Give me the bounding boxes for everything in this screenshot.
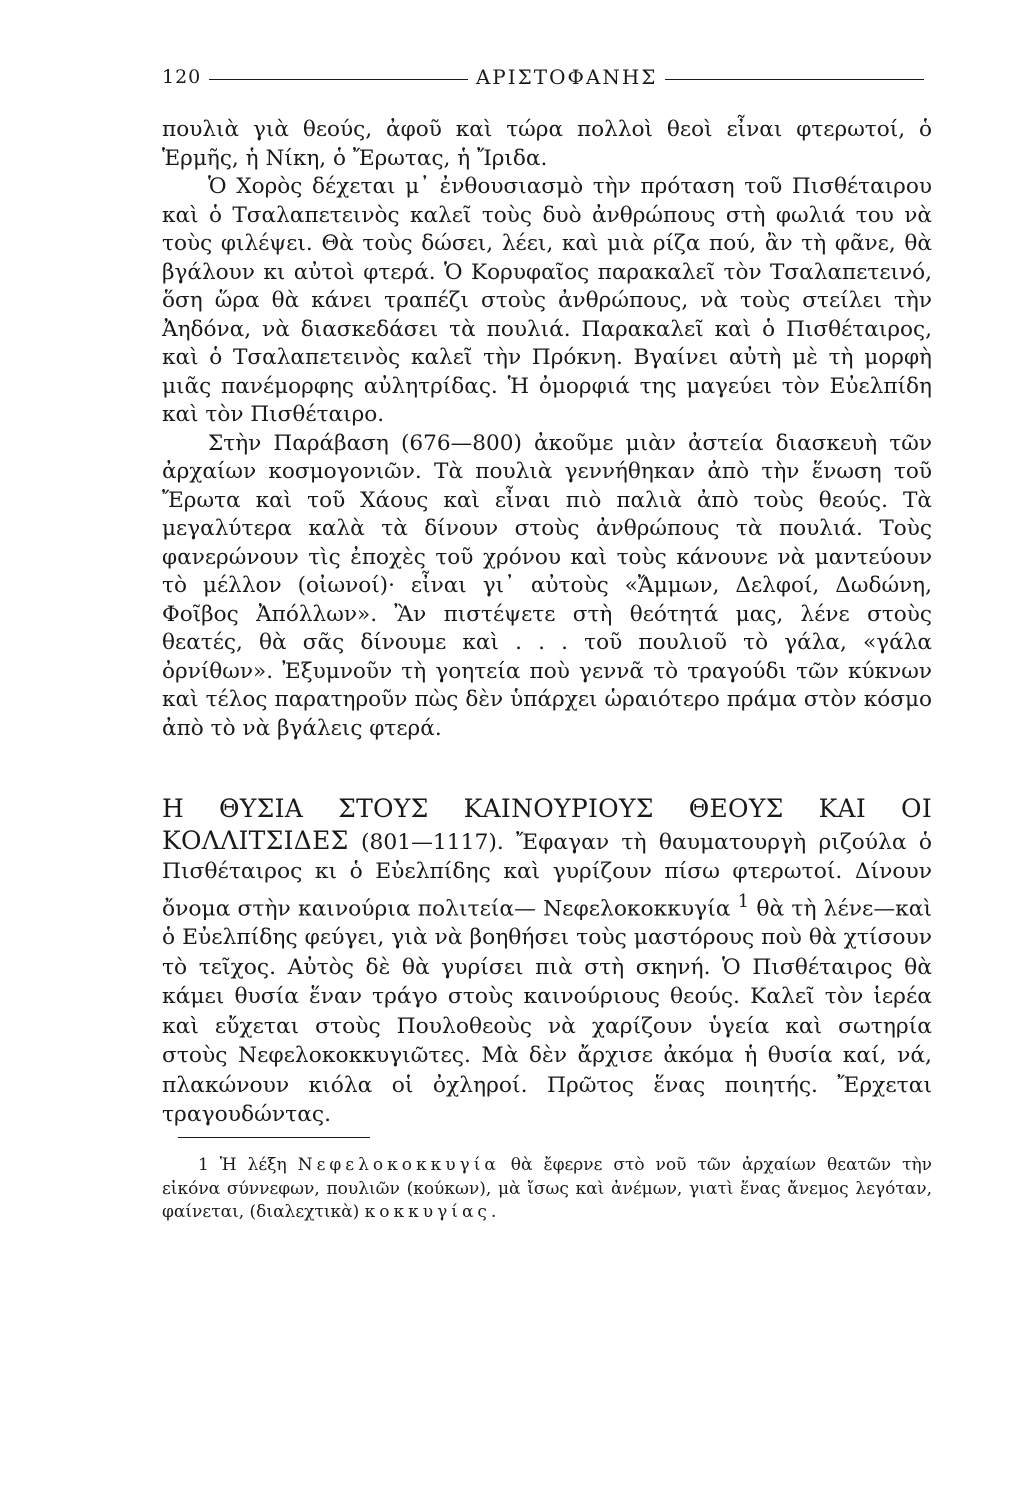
paragraph-3: Στὴν Παράβαση (676—800) ἀκοῦμε μιὰν ἀστεία διασκευὴ τῶν ἀρχαίων κοσμογονιῶν. Τὰ πουλιὰ γεννήθηκαν ἀπὸ τὴν ἕνωση τοῦ Ἔρωτα καὶ τοῦ Χάους καὶ εἶναι πιὸ παλιὰ ἀπὸ τοὺς θεούς. Τὰ μεγαλύτερα καλὰ τὰ δίνουν στοὺς ἀνθρώπους τὰ πουλιά. Τοὺς φανερώνουν τὶς ἐποχὲς τοῦ χρόνου καὶ τοὺς κάνουνε νὰ μαντεύουν τὸ μέλλον (οἰωνοί)· εἶναι γι᾿ αὐτοὺς «Ἄμμων, Δελφοί, Δωδώνη, Φοῖβος Ἀπόλλων». Ἂν πιστέψετε στὴ θεότητά μας, λένε στοὺς θεατές, θὰ σᾶς δίνουμε καὶ . . . τοῦ πουλιοῦ τὸ γάλα, «γάλα ὀρνίθων». Ἐξυμνοῦν τὴ γοητεία ποὺ γεννᾶ τὸ τραγούδι τῶν κύκνων καὶ τέλος παρατηροῦν πὼς δὲν ὑπάρχει ὡραιότερο πράμα στὸν κόσμο ἀπὸ τὸ νὰ βγάλεις φτερά. [162,430,932,741]
footnote-text [162,1154,932,1225]
section-heading: Η ΘΥΣΙΑ ΣΤΟΥΣ ΚΑΙΝΟΥΡΙΟΥΣ ΘΕΟΥΣ ΚΑΙ ΟΙ ΚΟΛΛΙΤΣΙΔΕΣ [162,794,932,855]
header-rule-right [665,79,924,80]
footnote-spaced-word-2: κοκκυγίας [364,1202,491,1222]
section-sacrifice [162,794,932,1130]
paragraph-1: πουλιὰ γιὰ θεούς, ἀφοῦ καὶ τώρα πολλοὶ θεοὶ εἶναι φτερωτοί, ὁ Ἑρμῆς, ἡ Νίκη, ὁ Ἔρωτας, ἡ Ἴριδα. [162,117,932,171]
section-text-part1: Ἔφαγαν τὴ θαυματουργὴ ριζούλα ὁ Πισθέταιρος κι ὁ Εὐελπίδης καὶ γυρίζουν πίσω φτερωτοί. Δίνουν ὄνομα στὴν καινούρια πολιτεία— Νεφελοκοκκυγία [162,829,932,921]
main-text [162,116,932,743]
footnote-spaced-word-1: Νεφελοκοκκυγία [297,1155,500,1175]
section-line-range: (801—1117). [361,829,504,855]
footnote-middle: θὰ ἔφερνε στὸ νοῦ τῶν ἀρχαίων θεατῶν τὴν εἰκόνα σύννεφων, πουλιῶν (κούκων), μὰ ἴσως καὶ ἀνέμων, γιατὶ ἕνας ἄνεμος λεγόταν, φαίνεται, (διαλεχτικὰ) [162,1155,933,1222]
footnote-marker: 1 [737,890,750,912]
footnote-number: 1 [198,1155,209,1175]
section-paragraph [162,794,932,1130]
running-head [162,60,932,94]
footnote-rule [178,1137,370,1138]
footnote-lead: Ἡ λέξη [219,1155,287,1175]
footnote [162,1154,932,1225]
footnote-end: . [490,1202,497,1222]
running-title: ΑΡΙΣΤΟΦΑΝΗΣ [475,65,658,89]
paragraph-2: Ὁ Χορὸς δέχεται μ᾿ ἐνθουσιασμὸ τὴν πρόταση τοῦ Πισθέταιρου καὶ ὁ Τσαλαπετεινὸς καλεῖ τοὺς δυὸ ἀνθρώπους στὴ φωλιά του νὰ τοὺς φιλέψει. Θὰ τοὺς δώσει, λέει, καὶ μιὰ ρίζα πού, ἂν τὴ φᾶνε, θὰ βγάλουν κι αὐτοὶ φτερά. Ὁ Κορυφαῖος παρακαλεῖ τὸν Τσαλαπετεινό, ὅση ὥρα θὰ κάνει τραπέζι στοὺς ἀνθρώπους, νὰ τοὺς στείλει τὴν Ἀηδόνα, νὰ διασκεδάσει τὰ πουλιά. Παρακαλεῖ καὶ ὁ Πισθέταιρος, καὶ ὁ Τσαλαπετεινὸς καλεῖ τὴν Πρόκνη. Βγαίνει αὐτὴ μὲ τὴ μορφὴ μιᾶς πανέμορφης αὐλητρίδας. Ἡ ὀμορφιά της μαγεύει τὸν Εὐελπίδη καὶ τὸν Πισθέταιρο. [162,174,932,427]
header-rule-left [209,79,468,80]
section-text-part2: θὰ τὴ λένε—καὶ ὁ Εὐελπίδης φεύγει, γιὰ νὰ βοηθήσει τοὺς μαστόρους ποὺ θὰ χτίσουν τὸ τεῖχος. Αὐτὸς δὲ θὰ γυρίσει πιὰ στὴ σκηνή. Ὁ Πισθέταιρος θὰ κάμει θυσία ἕναν τράγο στοὺς καινούριους θεούς. Καλεῖ τὸν ἱερέα καὶ εὔχεται στοὺς Πουλοθεοὺς νὰ χαρίζουν ὑγεία καὶ σωτηρία στοὺς Νεφελοκοκκυγιῶτες. Μὰ δὲν ἄρχισε ἀκόμα ἡ θυσία καί, νά, πλακώνουν κιόλα οἱ ὀχληροί. Πρῶτος ἕνας ποιητής. Ἔρχεται τραγουδώντας. [162,895,933,1128]
page-number: 120 [162,66,202,88]
